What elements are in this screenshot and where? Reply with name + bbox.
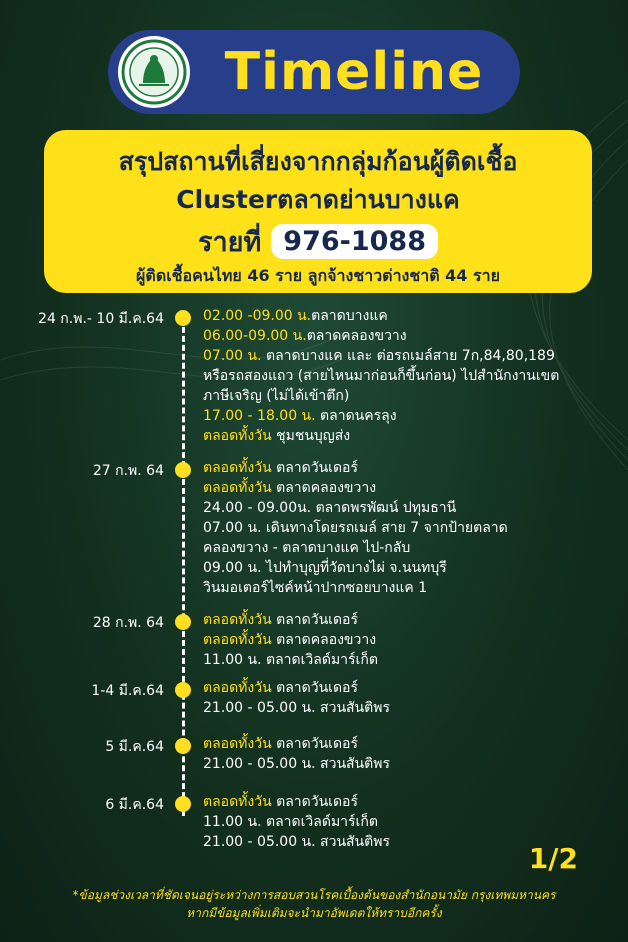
footnote-line-1: *ข้อมูลช่วงเวลาที่ชัดเจนอยู่ระหว่างการสอบสวนโรคเบื้องต้นของสำนักอนามัย กรุงเทพมหานคร bbox=[72, 888, 556, 902]
timeline-date: 1-4 มี.ค.64 bbox=[91, 683, 164, 699]
timeline-entry: 02.00 -09.00 น.ตลาดบางแค bbox=[203, 308, 388, 324]
timeline-dot bbox=[175, 310, 191, 326]
timeline-dot bbox=[175, 462, 191, 478]
timeline-entries bbox=[203, 610, 613, 670]
case-range-badge: 976-1088 bbox=[271, 224, 438, 259]
timeline-dot bbox=[175, 796, 191, 812]
case-range-prefix: รายที่ bbox=[198, 227, 262, 258]
timeline-entry: 21.00 - 05.00 น. สวนสันติพร bbox=[203, 756, 390, 772]
timeline bbox=[0, 306, 628, 856]
page-title: Timeline bbox=[224, 42, 484, 102]
timeline-entry: ตลอดทั้งวัน ตลาดวันเดอร์ bbox=[203, 460, 358, 476]
footnote-line-2: หากมีข้อมูลเพิ่มเติมจะนำมาอัพเดตให้ทราบอีกครั้ง bbox=[186, 906, 442, 920]
summary-card bbox=[44, 130, 592, 293]
timeline-entry: 21.00 - 05.00 น. สวนสันติพร bbox=[203, 700, 390, 716]
timeline-entry: ภาษีเจริญ (ไม่ได้เข้าตึก) bbox=[203, 388, 350, 404]
timeline-dot bbox=[175, 614, 191, 630]
timeline-entry: 07.00 น. เดินทางโดยรถเมล์ สาย 7 จากป้ายตลาด bbox=[203, 520, 508, 536]
timeline-entry: 11.00 น. ตลาดเวิลด์มาร์เก็ต bbox=[203, 652, 378, 668]
timeline-entry: ตลอดทั้งวัน ตลาดวันเดอร์ bbox=[203, 680, 358, 696]
timeline-entry: วินมอเตอร์ไซค์หน้าปากซอยบางแค 1 bbox=[203, 580, 428, 596]
timeline-entry: คลองขวาง - ตลาดบางแค ไป-กลับ bbox=[203, 540, 411, 556]
timeline-date: 28 ก.พ. 64 bbox=[92, 615, 164, 631]
title-banner bbox=[108, 30, 520, 114]
timeline-entry: ตลอดทั้งวัน ชุมชนบุญส่ง bbox=[203, 428, 351, 444]
card-heading-line-1: สรุปสถานที่เสี่ยงจากกลุ่มก้อนผู้ติดเชื้อ bbox=[118, 147, 518, 176]
timeline-entry: 24.00 - 09.00น. ตลาดพรพัฒน์ ปทุมธานี bbox=[203, 500, 457, 516]
timeline-entry: ตลอดทั้งวัน ตลาดคลองขวาง bbox=[203, 480, 377, 496]
footnote bbox=[30, 886, 598, 922]
bangkok-emblem-icon bbox=[118, 36, 190, 108]
infected-summary: ผู้ติดเชื้อคนไทย 46 ราย ลูกจ้างชาวต่างชาติ 44 ราย bbox=[136, 266, 500, 285]
timeline-entry: 21.00 - 05.00 น. สวนสันติพร bbox=[203, 834, 390, 850]
timeline-dot bbox=[175, 738, 191, 754]
timeline-entry: ตลอดทั้งวัน ตลาดวันเดอร์ bbox=[203, 794, 358, 810]
timeline-entry: 07.00 น. ตลาดบางแค และ ต่อรถเมล์สาย 7ก,84,80,189 bbox=[203, 348, 555, 364]
timeline-dot bbox=[175, 682, 191, 698]
timeline-entries bbox=[203, 458, 613, 598]
timeline-date: 5 มี.ค.64 bbox=[105, 739, 164, 755]
timeline-entries bbox=[203, 306, 613, 446]
card-heading-line-2: Clusterตลาดย่านบางแค bbox=[176, 185, 460, 214]
timeline-entry: ตลอดทั้งวัน ตลาดคลองขวาง bbox=[203, 632, 377, 648]
timeline-date: 27 ก.พ. 64 bbox=[92, 463, 164, 479]
timeline-date: 24 ก.พ.- 10 มี.ค.64 bbox=[38, 311, 164, 327]
case-range-row bbox=[44, 220, 592, 263]
page-number: 1/2 bbox=[528, 842, 578, 875]
timeline-date: 6 มี.ค.64 bbox=[105, 797, 164, 813]
timeline-entry: ตลอดทั้งวัน ตลาดวันเดอร์ bbox=[203, 736, 358, 752]
timeline-entry: 06.00-09.00 น.ตลาดคลองขวาง bbox=[203, 328, 407, 344]
timeline-entry: 11.00 น. ตลาดเวิลด์มาร์เก็ต bbox=[203, 814, 378, 830]
timeline-entry: หรือรถสองแถว (สายไหนมาก่อนก็ขึ้นก่อน) ไปสำนักงานเขต bbox=[203, 368, 560, 384]
timeline-entry: ตลอดทั้งวัน ตลาดวันเดอร์ bbox=[203, 612, 358, 628]
timeline-entries bbox=[203, 678, 613, 718]
timeline-entry: 17.00 - 18.00 น. ตลาดนครลุง bbox=[203, 408, 397, 424]
timeline-entry: 09.00 น. ไปทำบุญที่วัดบางไผ่ จ.นนทบุรี bbox=[203, 560, 447, 576]
timeline-entries bbox=[203, 734, 613, 774]
